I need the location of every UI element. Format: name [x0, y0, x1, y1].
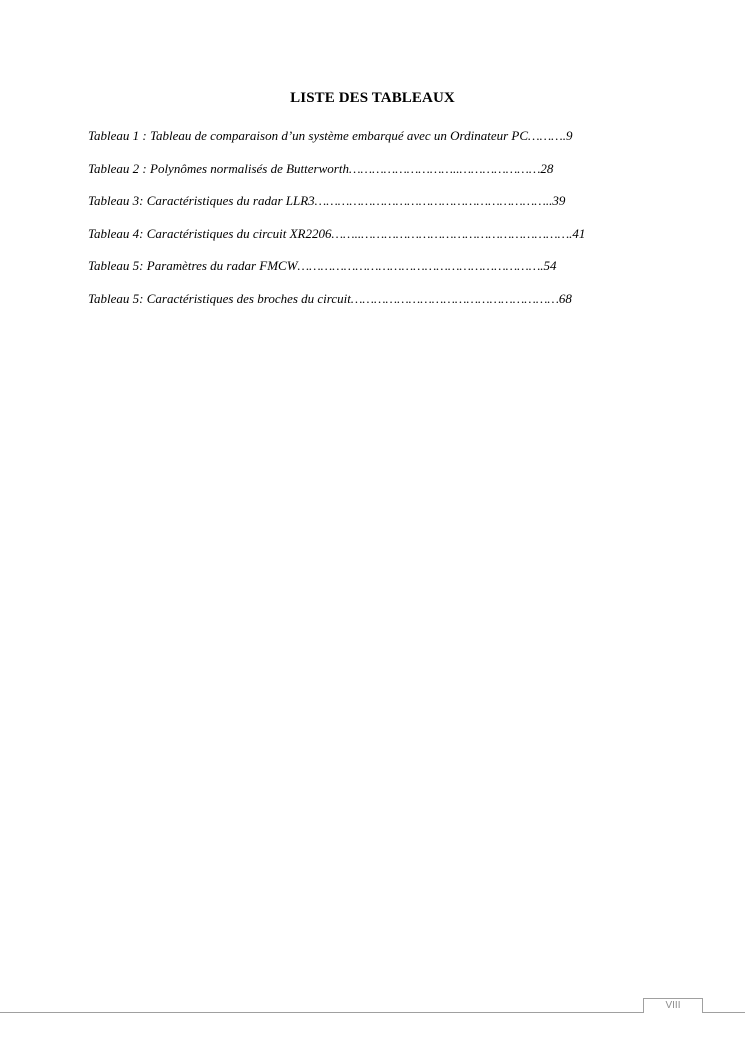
toc-entry-tableau-5-radar[interactable]: Tableau 5: Paramètres du radar FMCW……………………………………………………….54 — [88, 258, 557, 273]
toc-entry-tableau-2[interactable]: Tableau 2 : Polynômes normalisés de Butterworth………………………..…………………28 — [88, 160, 554, 176]
toc-entry-tableau-5-broches[interactable]: Tableau 5: Caractéristiques des broches du circuit………………………………………………68 — [88, 290, 572, 306]
toc-entry-tableau-3[interactable]: Tableau 3: Caractéristiques du radar LLR3……………………………………………………..39 — [88, 193, 566, 208]
toc-entry-tableau-4[interactable]: Tableau 4: Caractéristiques du circuit XR2206……..……………………………………………….41 — [88, 225, 586, 241]
footer-rule — [0, 1012, 745, 1013]
page-number: VIII — [643, 998, 703, 1013]
toc-entry-tableau-1[interactable]: Tableau 1 : Tableau de comparaison d’un système embarqué avec un Ordinateur PC……….9 — [88, 128, 573, 143]
table-of-tables — [88, 128, 663, 323]
page-title: LISTE DES TABLEAUX — [290, 90, 455, 106]
